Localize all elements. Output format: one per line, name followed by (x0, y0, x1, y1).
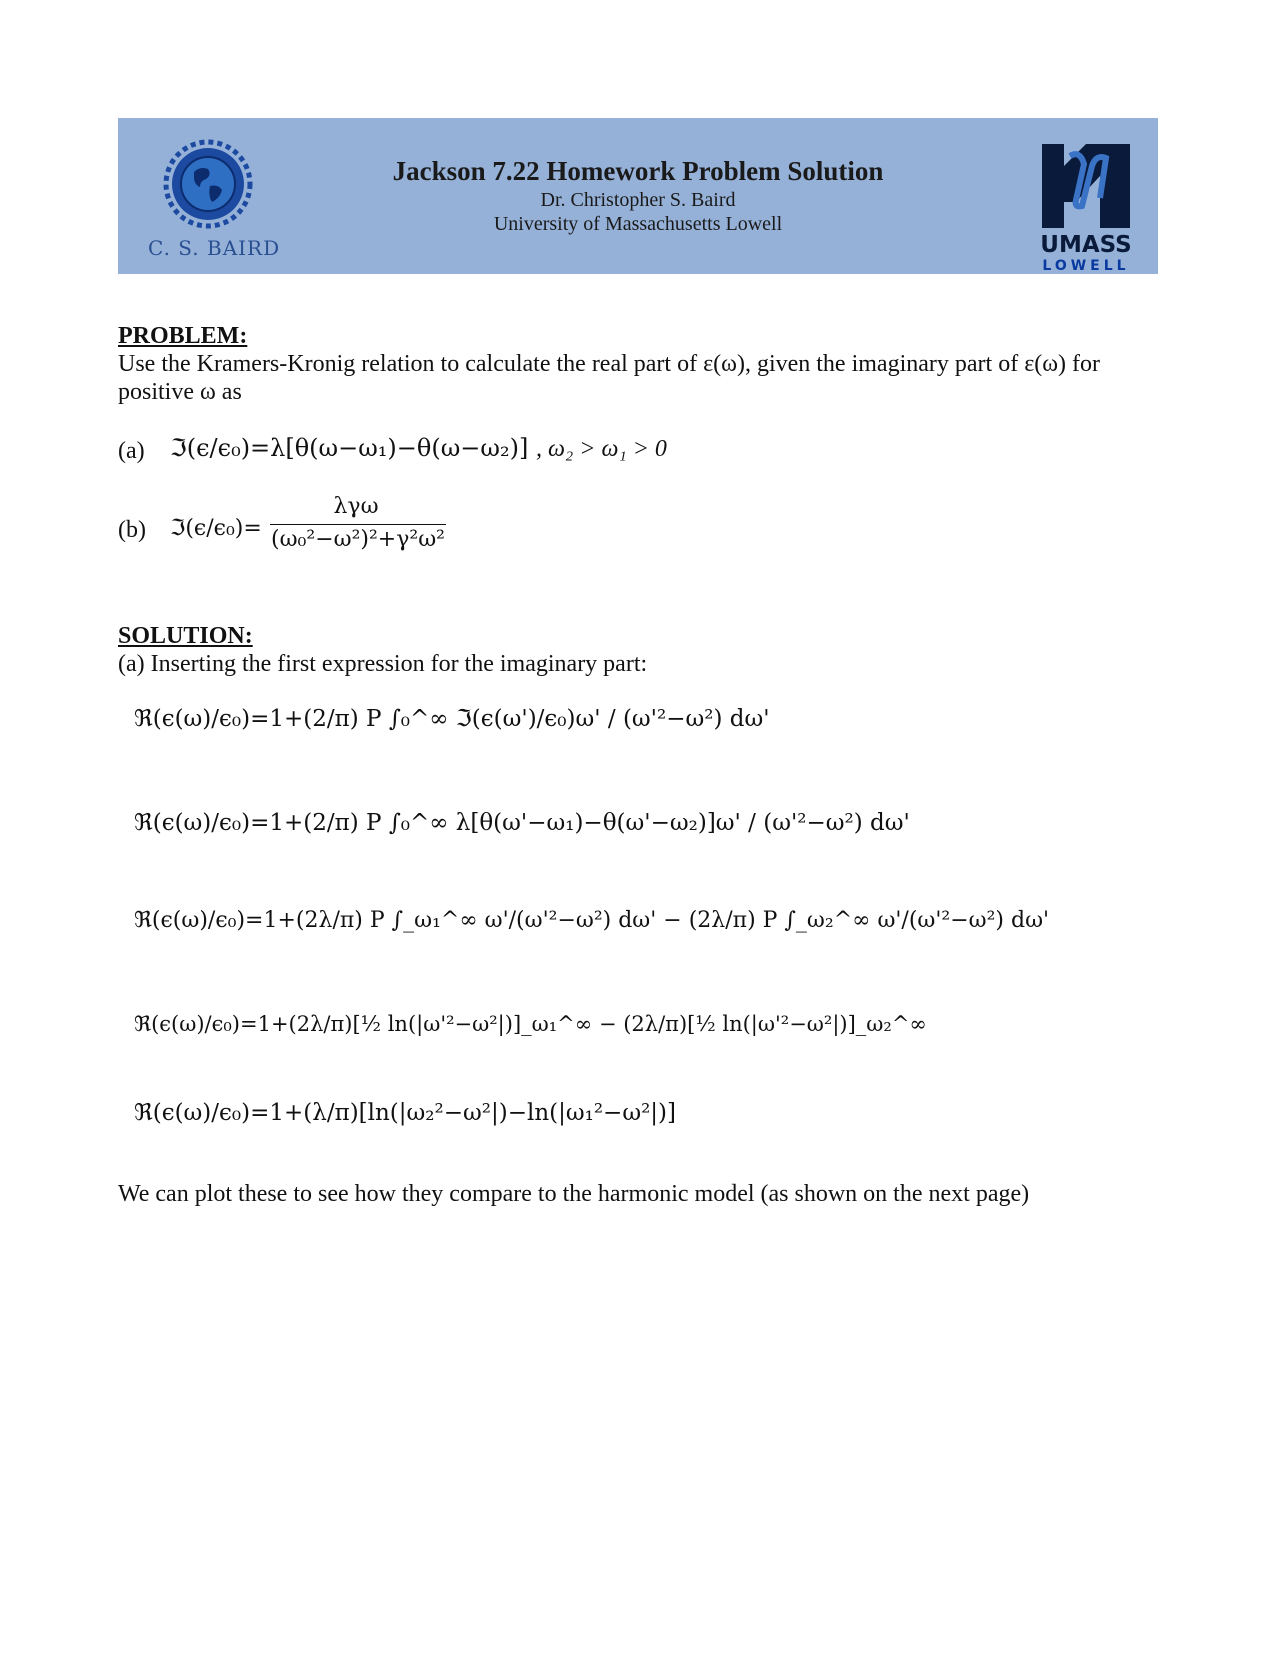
part-b-lhs: ℑ(ϵ/ϵ₀)= (170, 516, 262, 541)
author-name: Dr. Christopher S. Baird (540, 189, 736, 211)
equation-5: ℜ(ϵ(ω)/ϵ₀)=1+(λ/π)[ln(|ω₂²−ω²|)−ln(|ω₁²−ω²|)] (134, 1100, 676, 1126)
lowell-wordmark: LOWELL (1042, 258, 1130, 274)
equation-4: ℜ(ϵ(ω)/ϵ₀)=1+(2λ/π)[½ ln(|ω'²−ω²|)]_ω₁^∞ − (2λ/π)[½ ln(|ω'²−ω²|)]_ω₂^∞ (134, 1012, 927, 1036)
solution-intro: (a) Inserting the first expression for the imaginary part: (118, 651, 648, 677)
part-b-equation (170, 494, 470, 564)
part-b-numerator: λγω (333, 494, 379, 519)
header-text-block (118, 154, 1158, 236)
equation-2: ℜ(ϵ(ω)/ϵ₀)=1+(2/π) P ∫₀^∞ λ[θ(ω'−ω₁)−θ(ω'−ω₂)]ω' / (ω'²−ω²) dω' (134, 810, 910, 836)
part-b-label: (b) (118, 517, 146, 543)
problem-heading: PROBLEM: (118, 323, 248, 349)
institution-name: University of Massachusetts Lowell (493, 213, 783, 235)
part-b-fraction-bar (270, 524, 446, 525)
solution-heading: SOLUTION: (118, 623, 253, 649)
problem-text-line2: positive ω as (118, 379, 242, 405)
umass-wordmark: UMASS (1040, 232, 1132, 258)
problem-text-line1: Use the Kramers-Kronig relation to calculate the real part of ε(ω), given the imaginary part of ε(ω) for (118, 351, 1101, 377)
equation-3: ℜ(ϵ(ω)/ϵ₀)=1+(2λ/π) P ∫_ω₁^∞ ω'/(ω'²−ω²) dω' − (2λ/π) P ∫_ω₂^∞ ω'/(ω'²−ω²) dω' (134, 908, 1050, 933)
page-title: Jackson 7.22 Homework Problem Solution (392, 156, 884, 186)
header-banner (118, 118, 1158, 274)
part-a-equation (170, 434, 667, 463)
umass-emblem-icon (1036, 136, 1136, 232)
umass-lowell-logo (1036, 136, 1136, 274)
equation-1: ℜ(ϵ(ω)/ϵ₀)=1+(2/π) P ∫₀^∞ ℑ(ϵ(ω')/ϵ₀)ω' / (ω'²−ω²) dω' (134, 706, 770, 732)
part-b-denominator: (ω₀²−ω²)²+γ²ω² (271, 527, 445, 552)
baird-logo-text: C. S. BAIRD (148, 236, 281, 260)
part-a-label: (a) (118, 438, 145, 464)
closing-text: We can plot these to see how they compare to the harmonic model (as shown on the next page) (118, 1181, 1030, 1207)
part-a-expression: ℑ(ϵ/ϵ₀)=λ[θ(ω−ω₁)−θ(ω−ω₂)] (170, 434, 529, 462)
part-a-condition: , ω₂ > ω₁ > 0 (535, 436, 667, 462)
